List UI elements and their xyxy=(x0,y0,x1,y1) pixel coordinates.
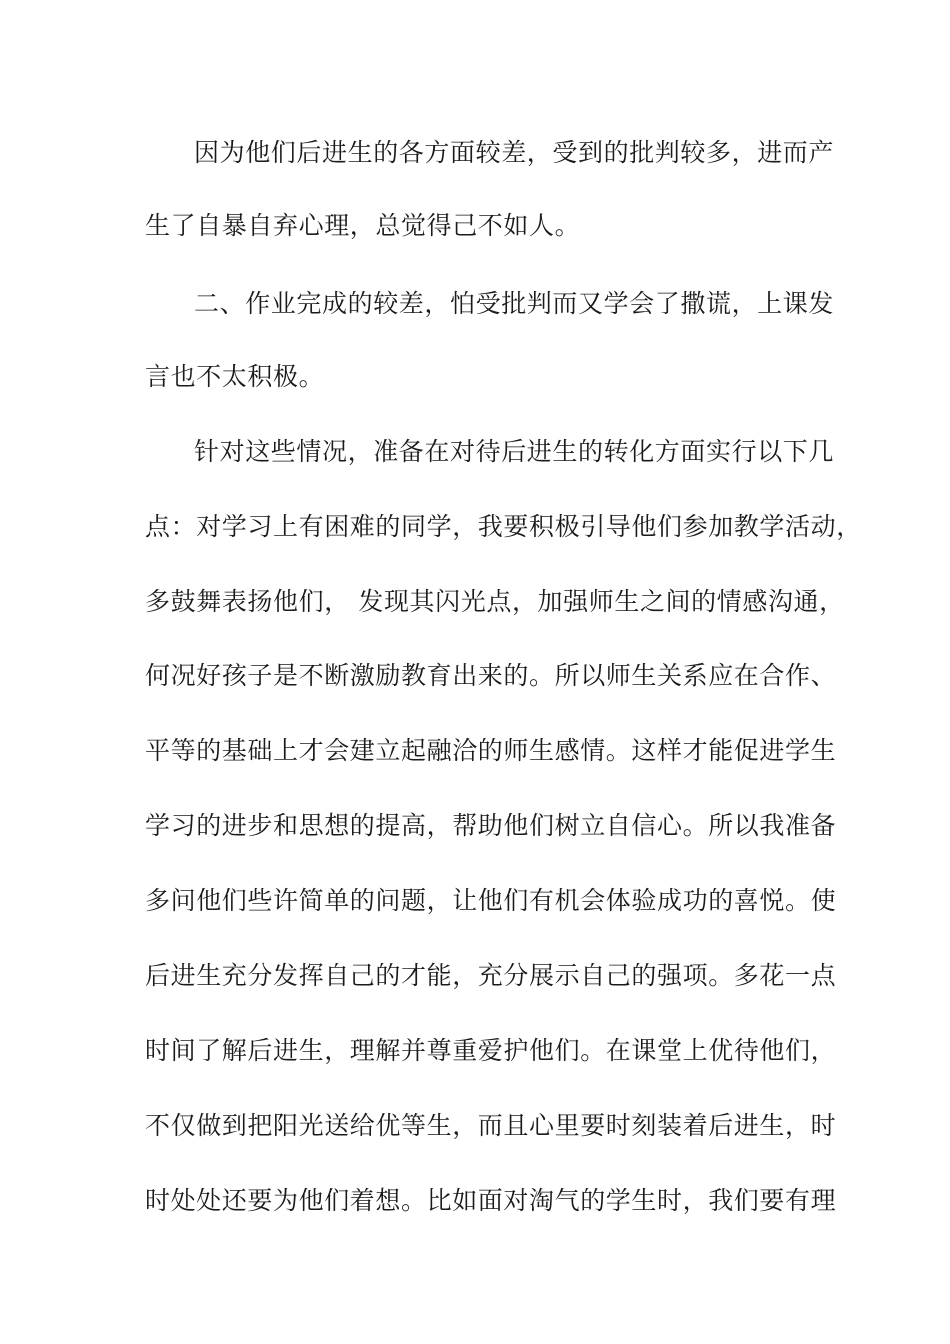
paragraph-3-line-8: 后进生充分发挥自己的才能，充分展示自己的强项。多花一点 xyxy=(145,961,837,990)
paragraph-1-line-2: 生了自暴自弃心理，总觉得己不如人。 xyxy=(145,211,581,240)
paragraph-2-line-1: 二、作业完成的较差，怕受批判而又学会了撒谎，上课发 xyxy=(194,289,835,318)
paragraph-3-line-7: 多问他们些许简单的问题，让他们有机会体验成功的喜悦。使 xyxy=(145,886,837,915)
paragraph-2-line-2: 言也不太积极。 xyxy=(145,362,325,391)
paragraph-3-line-9: 时间了解后进生，理解并尊重爱护他们。在课堂上优待他们， xyxy=(145,1036,837,1065)
paragraph-3-line-11: 时处处还要为他们着想。比如面对淘气的学生时，我们要有理 xyxy=(145,1186,837,1215)
paragraph-3-line-6: 学习的进步和思想的提高，帮助他们树立自信心。所以我准备 xyxy=(145,811,837,840)
paragraph-3-line-4: 何况好孩子是不断激励教育出来的。所以师生关系应在合作、 xyxy=(145,661,837,690)
paragraph-3-line-3: 多鼓舞表扬他们， 发现其闪光点，加强师生之间的情感沟通， xyxy=(145,587,845,616)
paragraph-1-line-1: 因为他们后进生的各方面较差，受到的批判较多，进而产 xyxy=(194,138,835,167)
paragraph-3-line-10: 不仅做到把阳光送给优等生，而且心里要时刻装着后进生，时 xyxy=(145,1111,837,1140)
paragraph-3-line-1: 针对这些情况，准备在对待后进生的转化方面实行以下几 xyxy=(194,437,835,466)
paragraph-3-line-5: 平等的基础上才会建立起融洽的师生感情。这样才能促进学生 xyxy=(145,736,837,765)
paragraph-3-line-2: 点：对学习上有困难的同学，我要积极引导他们参加教学活动， xyxy=(145,512,862,541)
